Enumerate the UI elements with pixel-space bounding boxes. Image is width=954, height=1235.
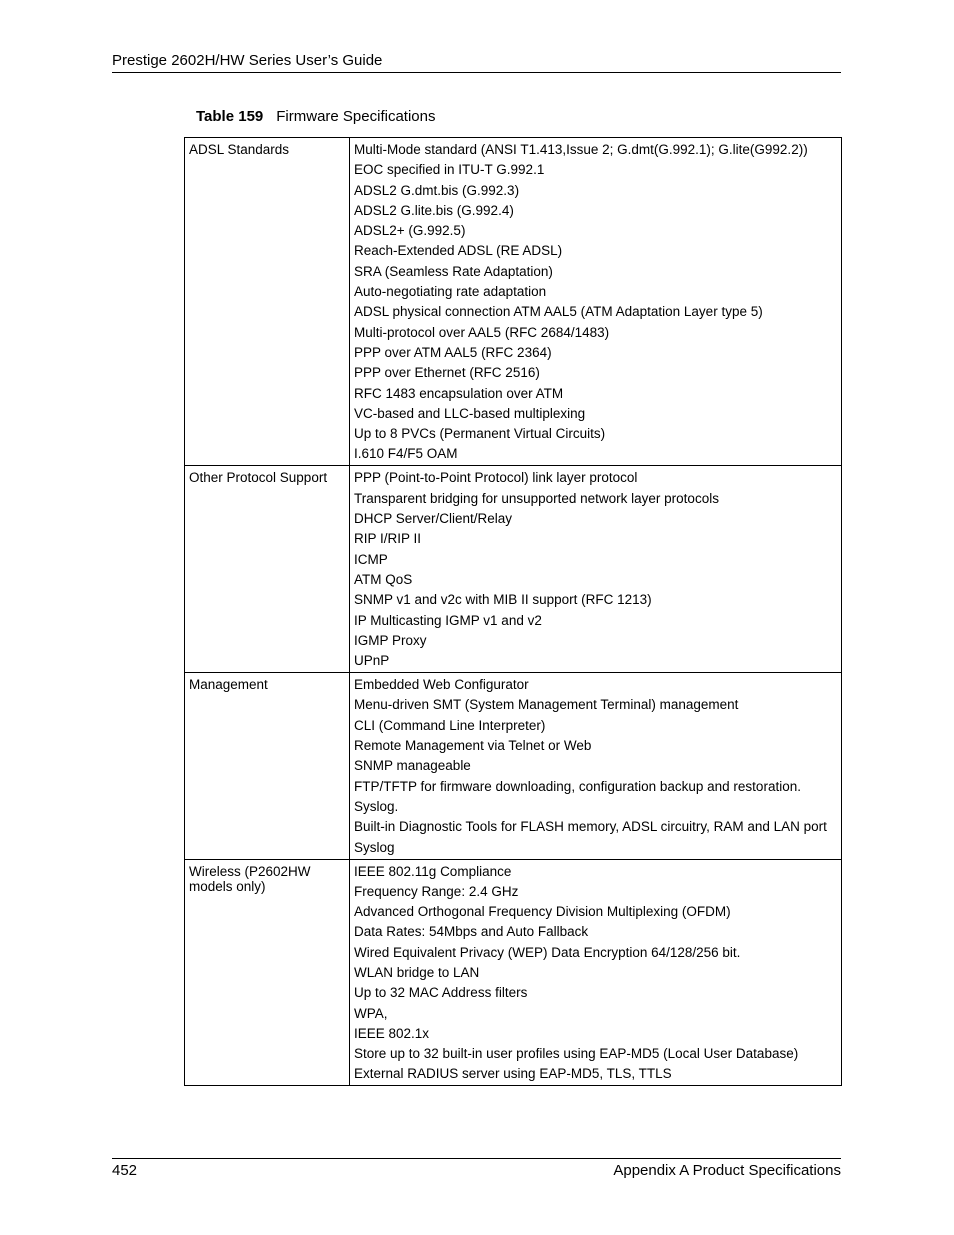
category-cell: Management [185,673,350,859]
specification-item: RFC 1483 encapsulation over ATM [354,385,564,401]
specification-item: IEEE 802.11g Compliance [354,863,512,879]
specification-item: UPnP [354,653,390,669]
specification-cell [350,673,842,859]
specification-item: ADSL physical connection ATM AAL5 (ATM Adaptation Layer type 5) [354,304,763,320]
table-caption [196,107,435,126]
table-row [185,466,842,673]
table-number: Table 159 [196,108,264,125]
specification-item: Remote Management via Telnet or Web [354,738,592,754]
specification-item: Menu-driven SMT (System Management Terminal) management [354,697,739,713]
specification-item: ADSL2 G.lite.bis (G.992.4) [354,202,514,218]
specification-item: IGMP Proxy [354,632,427,648]
specification-item: PPP over Ethernet (RFC 2516) [354,365,540,381]
specification-item: ADSL2+ (G.992.5) [354,223,466,239]
specification-item: IEEE 802.1x [354,1025,430,1041]
specification-item: Built-in Diagnostic Tools for FLASH memory, ADSL circuitry, RAM and LAN port [354,819,827,835]
specification-item: External RADIUS server using EAP-MD5, TLS, TTLS [354,1066,672,1082]
specification-item: IP Multicasting IGMP v1 and v2 [354,612,542,628]
specification-item: WLAN bridge to LAN [354,964,480,980]
specification-item: ADSL2 G.dmt.bis (G.992.3) [354,182,520,198]
specification-item: Syslog. [354,798,399,814]
category-cell: Wireless (P2602HW models only) [185,859,350,1086]
specification-item: I.610 F4/F5 OAM [354,446,458,462]
specification-item: PPP over ATM AAL5 (RFC 2364) [354,344,552,360]
specification-cell [350,138,842,466]
specification-item: DHCP Server/Client/Relay [354,511,513,527]
running-header: Prestige 2602H/HW Series User’s Guide [112,52,383,69]
specification-item: CLI (Command Line Interpreter) [354,717,546,733]
specification-item: SNMP v1 and v2c with MIB II support (RFC 1213) [354,592,652,608]
specification-item: RIP I/RIP II [354,531,422,547]
page-number: 452 [112,1162,138,1179]
specification-item: EOC specified in ITU-T G.992.1 [354,162,545,178]
specification-item: Multi-protocol over AAL5 (RFC 2684/1483) [354,324,610,340]
specification-item: Data Rates: 54Mbps and Auto Fallback [354,924,589,940]
specification-item: ICMP [354,551,388,567]
specification-item: FTP/TFTP for firmware downloading, configuration backup and restoration. [354,778,801,794]
specification-item: Up to 8 PVCs (Permanent Virtual Circuits) [354,426,606,442]
specification-item: Auto-negotiating rate adaptation [354,284,547,300]
specification-item: Syslog [354,839,395,855]
specification-item: VC-based and LLC-based multiplexing [354,405,586,421]
specification-item: SNMP manageable [354,758,471,774]
table-row [185,138,842,466]
footer-rule [112,1158,841,1159]
specification-item: SRA (Seamless Rate Adaptation) [354,263,553,279]
table-row [185,673,842,859]
specification-cell [350,859,842,1086]
specification-item: WPA, [354,1005,388,1021]
specification-item: Reach-Extended ADSL (RE ADSL) [354,243,563,259]
specification-item: Multi-Mode standard (ANSI T1.413,Issue 2; G.dmt(G.992.1); G.lite(G992.2)) [354,142,808,157]
specification-cell [350,466,842,673]
specification-item: Embedded Web Configurator [354,677,529,693]
specification-item: Store up to 32 built-in user profiles using EAP-MD5 (Local User Database) [354,1046,799,1062]
specification-item: ATM QoS [354,571,413,587]
specification-item: PPP (Point-to-Point Protocol) link layer protocol [354,470,638,486]
category-cell: ADSL Standards [185,138,350,466]
specification-item: Up to 32 MAC Address filters [354,985,528,1001]
specification-item: Transparent bridging for unsupported network layer protocols [354,490,719,506]
specification-item: Advanced Orthogonal Frequency Division Multiplexing (OFDM) [354,904,731,920]
header-rule [112,72,841,73]
category-cell: Other Protocol Support [185,466,350,673]
table-title: Firmware Specifications [276,108,436,125]
table-row [185,859,842,1086]
specification-item: Frequency Range: 2.4 GHz [354,883,519,899]
footer-section-title: Appendix A Product Specifications [613,1162,841,1179]
specification-item: Wired Equivalent Privacy (WEP) Data Encryption 64/128/256 bit. [354,944,741,960]
firmware-specifications-table [184,137,842,1086]
